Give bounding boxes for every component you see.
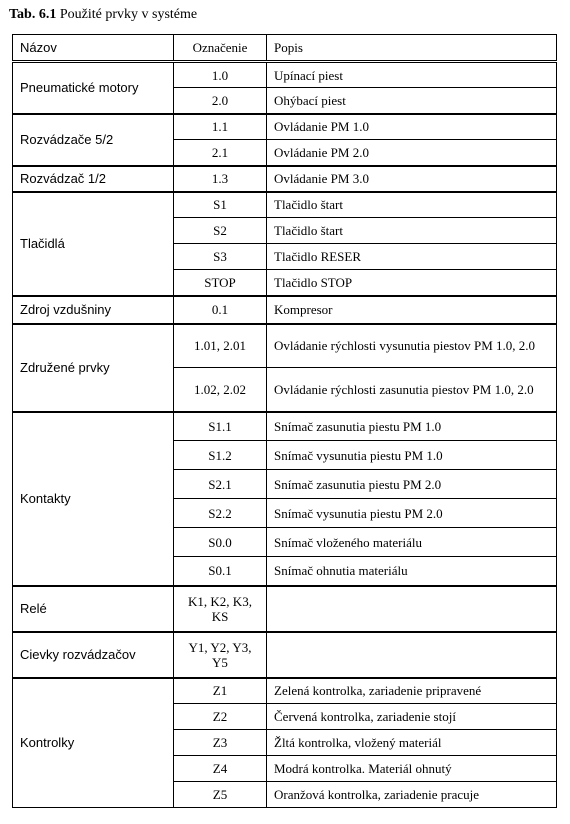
component-desc-cell: Ovládanie PM 1.0	[267, 114, 557, 140]
component-code-cell: S0.0	[174, 528, 267, 557]
component-desc-cell: Snímač ohnutia materiálu	[267, 557, 557, 586]
component-code-cell: 2.1	[174, 140, 267, 166]
component-desc-cell: Červená kontrolka, zariadenie stojí	[267, 704, 557, 730]
component-name-cell: Cievky rozvádzačov	[13, 632, 174, 678]
table-row	[13, 586, 557, 632]
component-name-cell: Tlačidlá	[13, 192, 174, 296]
component-name-cell: Pneumatické motory	[13, 62, 174, 114]
table-row	[13, 192, 557, 218]
component-desc-cell: Žltá kontrolka, vložený materiál	[267, 730, 557, 756]
table-row	[13, 324, 557, 368]
header-desc: Popis	[267, 35, 557, 62]
component-desc-cell: Tlačidlo štart	[267, 192, 557, 218]
component-desc-cell: Oranžová kontrolka, zariadenie pracuje	[267, 782, 557, 808]
component-name-cell: Združené prvky	[13, 324, 174, 412]
component-desc-cell: Ovládanie PM 3.0	[267, 166, 557, 192]
table-caption	[9, 5, 197, 25]
component-code-cell: Z1	[174, 678, 267, 704]
component-name-cell: Rozvádzače 5/2	[13, 114, 174, 166]
table-row	[13, 296, 557, 324]
component-desc-cell: Modrá kontrolka. Materiál ohnutý	[267, 756, 557, 782]
component-desc-cell: Ovládanie rýchlosti zasunutia piestov PM 1.0, 2.0	[267, 368, 557, 412]
component-desc-cell: Snímač zasunutia piestu PM 1.0	[267, 412, 557, 441]
header-name: Názov	[13, 35, 174, 62]
component-desc-cell: Snímač vysunutia piestu PM 2.0	[267, 499, 557, 528]
component-code-cell: S2.1	[174, 470, 267, 499]
component-desc-cell: Ovládanie PM 2.0	[267, 140, 557, 166]
table-header-row	[13, 35, 557, 62]
components-table-body	[13, 35, 557, 808]
component-code-cell: Y1, Y2, Y3, Y5	[174, 632, 267, 678]
table-row	[13, 62, 557, 88]
component-code-cell: Z2	[174, 704, 267, 730]
component-desc-cell: Zelená kontrolka, zariadenie pripravené	[267, 678, 557, 704]
header-code: Označenie	[174, 35, 267, 62]
component-desc-cell: Kompresor	[267, 296, 557, 324]
table-row	[13, 678, 557, 704]
component-desc-cell: Ovládanie rýchlosti vysunutia piestov PM 1.0, 2.0	[267, 324, 557, 368]
component-name-cell: Kontakty	[13, 412, 174, 586]
component-code-cell: S1	[174, 192, 267, 218]
component-name-cell: Kontrolky	[13, 678, 174, 808]
component-code-cell: Z4	[174, 756, 267, 782]
component-desc-cell: Snímač vloženého materiálu	[267, 528, 557, 557]
component-code-cell: S2	[174, 218, 267, 244]
table-caption-text: Použité prvky v systéme	[59, 7, 198, 22]
component-code-cell: Z3	[174, 730, 267, 756]
component-desc-cell: Snímač zasunutia piestu PM 2.0	[267, 470, 557, 499]
components-table	[12, 34, 557, 808]
component-code-cell: 1.02, 2.02	[174, 368, 267, 412]
component-name-cell: Relé	[13, 586, 174, 632]
component-desc-cell: Snímač vysunutia piestu PM 1.0	[267, 441, 557, 470]
component-desc-cell	[267, 632, 557, 678]
component-desc-cell: Tlačidlo STOP	[267, 270, 557, 296]
component-code-cell: 1.0	[174, 62, 267, 88]
table-row	[13, 114, 557, 140]
component-desc-cell: Tlačidlo štart	[267, 218, 557, 244]
component-desc-cell	[267, 586, 557, 632]
component-desc-cell: Tlačidlo RESER	[267, 244, 557, 270]
component-code-cell: S0.1	[174, 557, 267, 586]
component-code-cell: S3	[174, 244, 267, 270]
table-row	[13, 412, 557, 441]
component-desc-cell: Ohýbací piest	[267, 88, 557, 114]
component-code-cell: S1.2	[174, 441, 267, 470]
component-name-cell: Zdroj vzdušniny	[13, 296, 174, 324]
component-name-cell: Rozvádzač 1/2	[13, 166, 174, 192]
component-code-cell: 2.0	[174, 88, 267, 114]
component-code-cell: K1, K2, K3, KS	[174, 586, 267, 632]
component-code-cell: 0.1	[174, 296, 267, 324]
component-code-cell: 1.01, 2.01	[174, 324, 267, 368]
component-code-cell: 1.3	[174, 166, 267, 192]
table-row	[13, 166, 557, 192]
component-desc-cell: Upínací piest	[267, 62, 557, 88]
table-caption-number: Tab. 6.1	[9, 7, 57, 22]
table-row	[13, 632, 557, 678]
component-code-cell: 1.1	[174, 114, 267, 140]
component-code-cell: STOP	[174, 270, 267, 296]
component-code-cell: S1.1	[174, 412, 267, 441]
component-code-cell: Z5	[174, 782, 267, 808]
component-code-cell: S2.2	[174, 499, 267, 528]
